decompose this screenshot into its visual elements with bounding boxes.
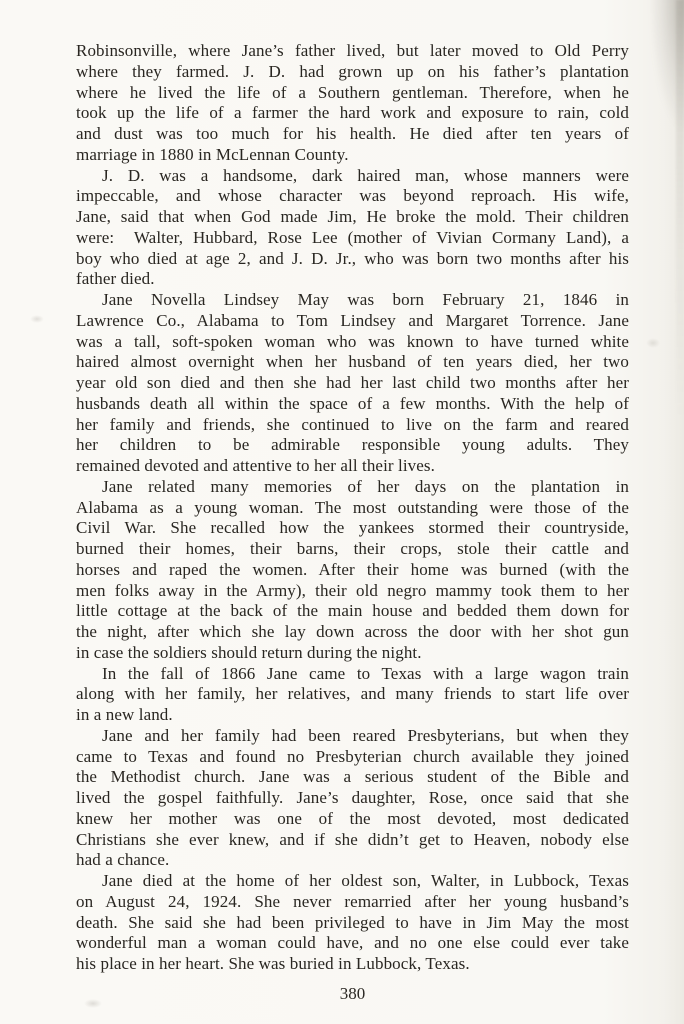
text-line: death. She said she had been privileged to have in Jim May the most <box>76 912 629 932</box>
text-line: on August 24, 1924. She never remarried after her young husband’s <box>76 891 629 911</box>
text-line: in case the soldiers should return during the night. <box>76 642 422 662</box>
text-line: Alabama as a young woman. The most outstanding were those of the <box>76 497 629 517</box>
paragraph <box>76 290 629 477</box>
paragraph <box>76 726 629 871</box>
text-line: burned their homes, their barns, their crops, stole their cattle and <box>76 539 629 558</box>
text-line: the night, after which she lay down across the door with her shot gun <box>76 622 629 641</box>
text-line: year old son died and then she had her last child two months after her <box>76 373 629 392</box>
paragraph <box>76 477 629 664</box>
text-block <box>76 41 629 975</box>
text-line: Jane, said that when God made Jim, He broke the mold. Their children <box>76 207 629 226</box>
scan-speck <box>30 315 44 323</box>
text-line: Jane died at the home of her oldest son, Walter, in Lubbock, Texas <box>102 871 629 890</box>
text-line: father died. <box>76 269 155 289</box>
text-line: took up the life of a farmer the hard work and exposure to rain, cold <box>76 103 629 123</box>
text-line: Jane and her family had been reared Presbyterians, but when they <box>102 725 629 745</box>
text-line: lived the gospel faithfully. Jane’s daughter, Rose, once said that she <box>76 788 629 807</box>
paragraph <box>76 41 629 166</box>
text-line: men folks away in the Army), their old negro mammy took them to her <box>76 580 629 600</box>
text-line: was a tall, soft-spoken woman who was known to have turned white <box>76 331 629 351</box>
text-line: Lawrence Co., Alabama to Tom Lindsey and Margaret Torrence. Jane <box>76 310 629 330</box>
text-line: had a chance. <box>76 850 170 870</box>
paragraph <box>76 871 629 975</box>
paragraph <box>76 166 629 291</box>
text-line: Jane Novella Lindsey May was born February 21, 1846 in <box>102 290 629 309</box>
text-line: haired almost overnight when her husband of ten years died, her two <box>76 352 629 372</box>
text-line: boy who died at age 2, and J. D. Jr., who was born two months after his <box>76 248 629 268</box>
text-line: knew her mother was one of the most devoted, most dedicated <box>76 808 629 828</box>
text-line: came to Texas and found no Presbyterian church available they joined <box>76 746 629 766</box>
text-line: J. D. was a handsome, dark haired man, whose manners were <box>102 165 629 185</box>
text-line: her family and friends, she continued to live on the farm and reared <box>76 414 629 434</box>
text-line: her children to be admirable responsible young adults. They <box>76 435 629 455</box>
text-line: marriage in 1880 in McLennan County. <box>76 144 349 164</box>
text-line: where they farmed. J. D. had grown up on his father’s plantation <box>76 61 629 81</box>
text-line: where he lived the life of a Southern gentleman. Therefore, when he <box>76 82 629 102</box>
page-number: 380 <box>339 984 366 1003</box>
text-line: Jane related many memories of her days on the plantation in <box>102 476 629 496</box>
text-line: remained devoted and attentive to her all their lives. <box>76 456 435 475</box>
text-line: little cottage at the back of the main house and bedded them down for <box>76 601 629 621</box>
text-line: the Methodist church. Jane was a serious student of the Bible and <box>76 767 629 787</box>
text-line: horses and raped the women. After their home was burned (with the <box>76 559 629 579</box>
paragraph <box>76 664 629 726</box>
text-line: Robinsonville, where Jane’s father lived, but later moved to Old Perry <box>76 41 629 60</box>
text-line: husbands death all within the space of a few months. With the help of <box>76 393 629 413</box>
text-line: were: Walter, Hubbard, Rose Lee (mother of Vivian Cormany Land), a <box>76 227 629 247</box>
text-line: in a new land. <box>76 705 173 724</box>
scan-edge-shadow <box>676 0 684 420</box>
text-line: Christians she ever knew, and if she didn’t get to Heaven, nobody else <box>76 829 629 849</box>
text-line: Civil War. She recalled how the yankees stormed their countryside, <box>76 518 629 538</box>
scan-speck <box>646 338 660 348</box>
text-line: In the fall of 1866 Jane came to Texas with a large wagon train <box>102 663 629 683</box>
text-line: his place in her heart. She was buried in Lubbock, Texas. <box>76 954 470 973</box>
text-line: wonderful man a woman could have, and no one else could ever take <box>76 933 629 953</box>
text-line: impeccable, and whose character was beyond reproach. His wife, <box>76 186 629 206</box>
text-line: along with her family, her relatives, and many friends to start life over <box>76 684 629 704</box>
text-line: and dust was too much for his health. He died after ten years of <box>76 124 629 143</box>
scan-smudge-top-right <box>650 0 684 130</box>
